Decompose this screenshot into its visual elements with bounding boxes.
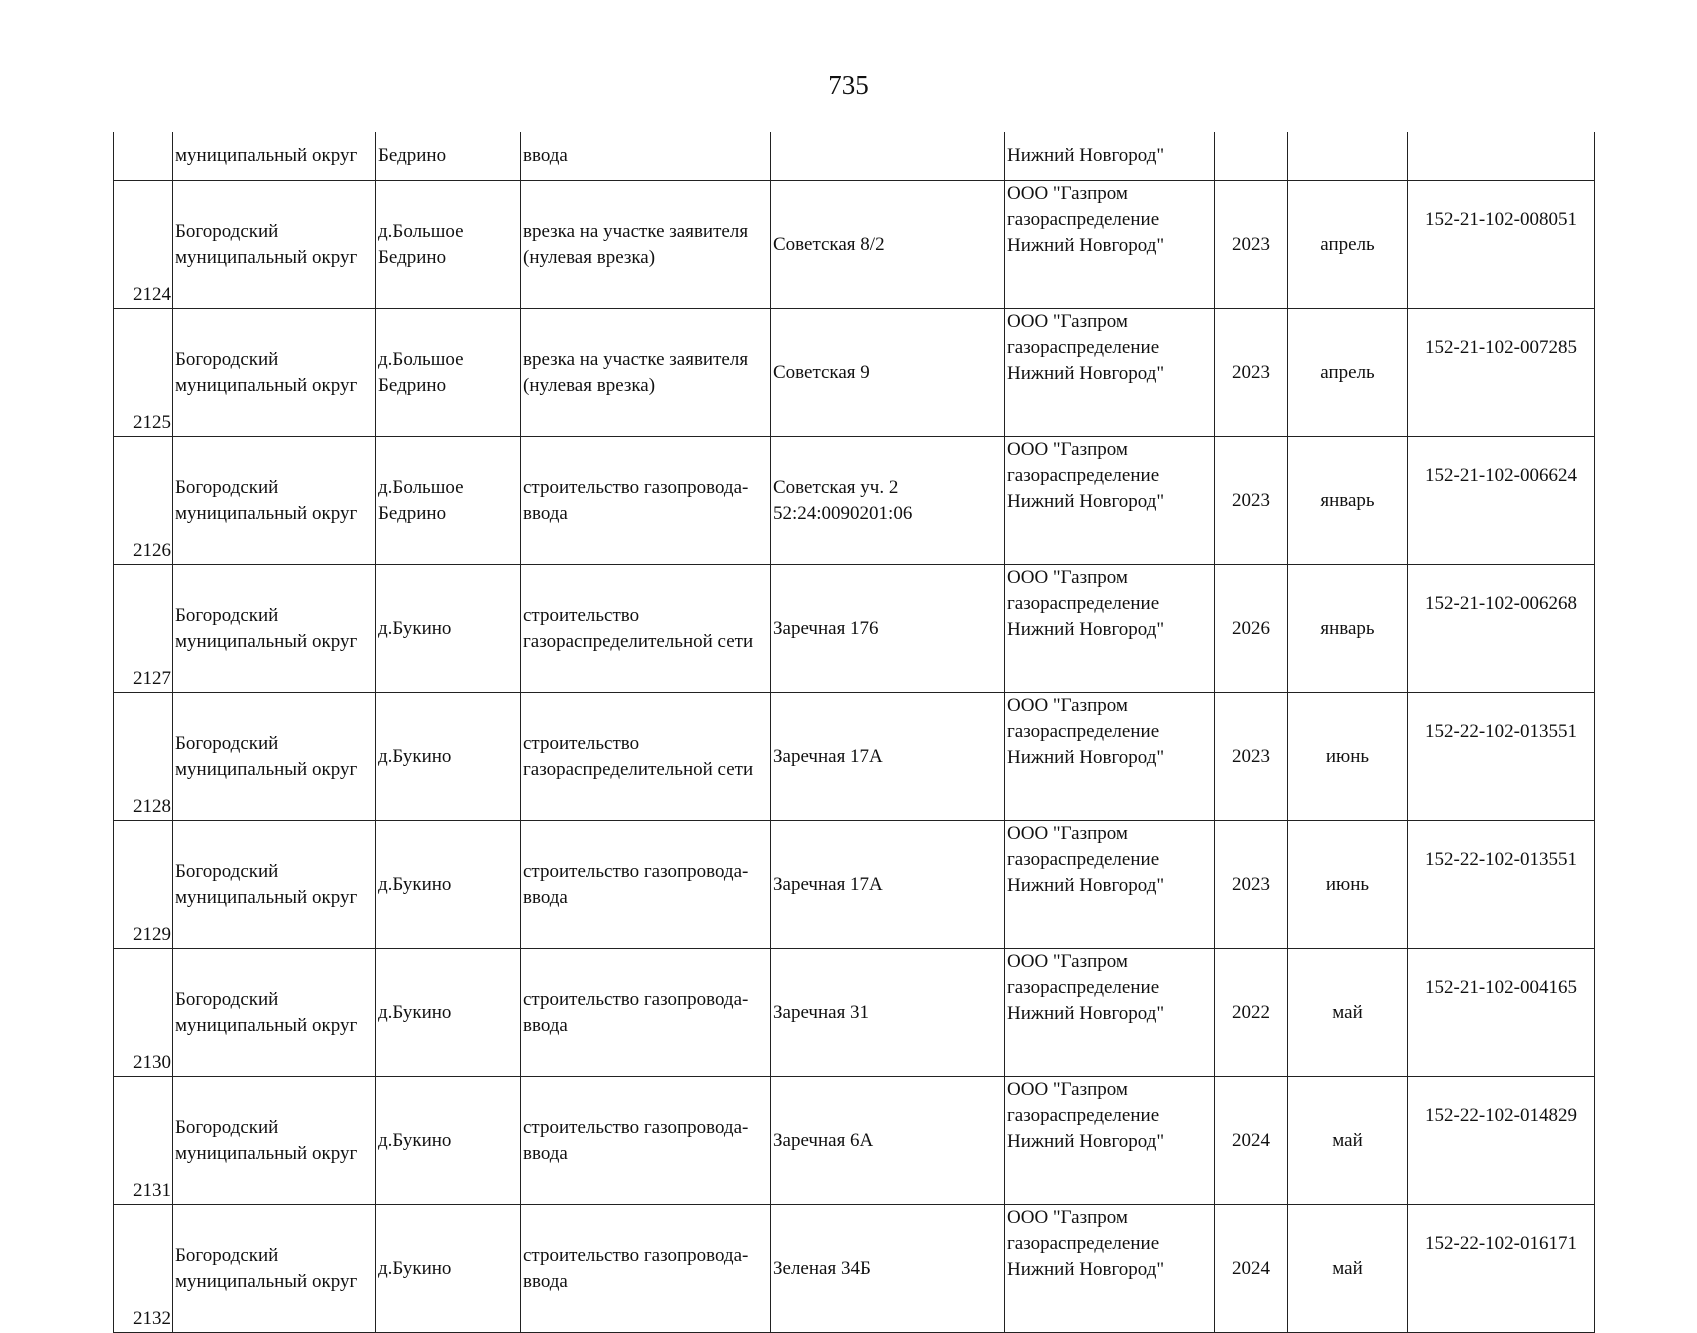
district-text: муниципальный округ [175,886,358,908]
organization-text: ООО "Газпром [1007,311,1128,332]
address-text: Заречная 6А [773,1129,874,1151]
work-type-text: газораспределительной сети [523,630,754,652]
table-row [114,309,1595,437]
table-row [114,1077,1595,1205]
work-type-cell [521,565,771,693]
organization-text: ООО "Газпром [1007,823,1128,844]
organization-text: Нижний Новгород" [1007,875,1165,896]
organization-text: газораспределение [1007,209,1160,230]
work-type-cell [521,693,771,821]
work-type-text: строительство газопровода- [523,476,749,498]
work-type-cell: ввода [521,132,771,181]
year-cell: 2023 [1215,181,1288,309]
district-cell [173,1077,376,1205]
organization-text: Нижний Новгород" [1007,1003,1165,1024]
organization-text: Нижний Новгород" [1007,491,1165,512]
code-cell: 152-21-102-006624 [1408,437,1595,565]
organization-text: газораспределение [1007,1233,1160,1254]
table-row [114,565,1595,693]
district-text: муниципальный округ [175,758,358,780]
locality-cell [376,565,521,693]
year-cell: 2024 [1215,1077,1288,1205]
year-cell: 2023 [1215,821,1288,949]
work-type-cell [521,821,771,949]
organization-text: ООО "Газпром [1007,1207,1128,1228]
district-text: Богородский [175,604,279,626]
locality-cell [376,181,521,309]
year-cell: 2022 [1215,949,1288,1077]
locality-text: Бедрино [378,246,447,268]
locality-cell [376,1077,521,1205]
organization-text: Нижний Новгород" [1007,1259,1165,1280]
district-cell [173,565,376,693]
address-cell [771,437,1005,565]
organization-cell [1005,949,1215,1077]
address-text: Советская 8/2 [773,233,885,255]
locality-text: д.Букино [378,1001,452,1023]
table-row [114,821,1595,949]
organization-text: газораспределение [1007,465,1160,486]
locality-text: д.Букино [378,617,452,639]
address-text: 52:24:0090201:06 [773,502,913,524]
work-type-text: строительство газопровода- [523,988,749,1010]
month-cell: июнь [1288,821,1408,949]
row-number-cell: 2129 [114,821,173,949]
locality-text: д.Букино [378,745,452,767]
organization-text: газораспределение [1007,593,1160,614]
address-cell [771,1205,1005,1333]
work-type-cell [521,1205,771,1333]
district-cell [173,309,376,437]
year-cell: 2023 [1215,693,1288,821]
district-text: Богородский [175,220,279,242]
organization-cell [1005,693,1215,821]
table-row [114,1205,1595,1333]
work-type-text: врезка на участке заявителя [523,348,749,370]
address-text: Советская 9 [773,361,870,383]
organization-text: Нижний Новгород" [1007,363,1165,384]
locality-text: д.Букино [378,1129,452,1151]
year-cell: 2024 [1215,1205,1288,1333]
district-text: Богородский [175,476,279,498]
locality-cell [376,437,521,565]
locality-cell: Бедрино [376,132,521,181]
organization-text: Нижний Новгород" [1007,1131,1165,1152]
address-text: Заречная 17А [773,745,883,767]
work-type-text: ввода [523,1270,568,1292]
district-text: Богородский [175,732,279,754]
organization-cell [1005,565,1215,693]
month-cell: май [1288,949,1408,1077]
address-cell [771,693,1005,821]
organization-text: ООО "Газпром [1007,695,1128,716]
code-cell: 152-22-102-014829 [1408,1077,1595,1205]
month-cell: май [1288,1205,1408,1333]
month-cell [1288,132,1408,181]
year-cell: 2026 [1215,565,1288,693]
table-row-continued [114,132,1595,181]
year-cell: 2023 [1215,309,1288,437]
work-type-text: строительство [523,732,640,754]
district-text: Богородский [175,1116,279,1138]
locality-cell [376,309,521,437]
district-cell [173,181,376,309]
code-cell: 152-21-102-007285 [1408,309,1595,437]
work-type-text: (нулевая врезка) [523,374,656,396]
organization-text: ООО "Газпром [1007,1079,1128,1100]
locality-text: д.Букино [378,1257,452,1279]
address-cell [771,1077,1005,1205]
locality-text: д.Букино [378,873,452,895]
organization-cell [1005,181,1215,309]
address-cell [771,565,1005,693]
district-text: Богородский [175,860,279,882]
organization-cell [1005,309,1215,437]
district-text: Богородский [175,988,279,1010]
organization-cell [1005,1205,1215,1333]
locality-text: Бедрино [378,374,447,396]
page-number: 735 [828,70,869,100]
locality-text: Бедрино [378,502,447,524]
district-text: муниципальный округ [175,1142,358,1164]
table-row [114,693,1595,821]
organization-cell [1005,1077,1215,1205]
row-number-cell: 2131 [114,1077,173,1205]
district-text: Богородский [175,1244,279,1266]
district-text: муниципальный округ [175,630,358,652]
organization-text: Нижний Новгород" [1007,235,1165,256]
organization-text: газораспределение [1007,849,1160,870]
district-text: муниципальный округ [175,374,358,396]
gas-connection-table [113,132,1595,1333]
district-text: Богородский [175,348,279,370]
district-cell [173,821,376,949]
locality-text: д.Большое [378,348,464,370]
district-text: муниципальный округ [175,246,358,268]
month-cell: январь [1288,437,1408,565]
address-cell [771,132,1005,181]
district-cell: муниципальный округ [173,132,376,181]
district-cell [173,949,376,1077]
address-cell [771,309,1005,437]
organization-text: газораспределение [1007,337,1160,358]
organization-cell [1005,437,1215,565]
month-cell: апрель [1288,309,1408,437]
organization-cell [1005,821,1215,949]
row-number-cell [114,132,173,181]
locality-cell [376,821,521,949]
work-type-cell [521,181,771,309]
address-cell [771,949,1005,1077]
work-type-text: газораспределительной сети [523,758,754,780]
organization-text: газораспределение [1007,721,1160,742]
work-type-text: ввода [523,1142,568,1164]
organization-cell: Нижний Новгород" [1005,132,1215,181]
organization-text: ООО "Газпром [1007,183,1128,204]
work-type-text: ввода [523,1014,568,1036]
row-number-cell: 2127 [114,565,173,693]
locality-cell [376,949,521,1077]
locality-cell [376,1205,521,1333]
work-type-text: строительство [523,604,640,626]
code-cell: 152-22-102-013551 [1408,821,1595,949]
work-type-text: строительство газопровода- [523,860,749,882]
work-type-cell [521,309,771,437]
table-row [114,949,1595,1077]
address-text: Заречная 31 [773,1001,870,1023]
table-row [114,437,1595,565]
row-number-cell: 2126 [114,437,173,565]
work-type-text: ввода [523,886,568,908]
organization-text: ООО "Газпром [1007,567,1128,588]
year-cell: 2023 [1215,437,1288,565]
month-cell: январь [1288,565,1408,693]
work-type-text: ввода [523,502,568,524]
district-text: муниципальный округ [175,502,358,524]
code-cell: 152-21-102-008051 [1408,181,1595,309]
table-row [114,181,1595,309]
work-type-text: (нулевая врезка) [523,246,656,268]
work-type-cell [521,437,771,565]
row-number-cell: 2132 [114,1205,173,1333]
organization-text: газораспределение [1007,977,1160,998]
district-text: муниципальный округ [175,1270,358,1292]
organization-text: ООО "Газпром [1007,951,1128,972]
organization-text: Нижний Новгород" [1007,619,1165,640]
code-cell [1408,132,1595,181]
district-cell [173,1205,376,1333]
year-cell [1215,132,1288,181]
row-number-cell: 2124 [114,181,173,309]
organization-text: газораспределение [1007,1105,1160,1126]
month-cell: май [1288,1077,1408,1205]
district-cell [173,437,376,565]
row-number-cell: 2130 [114,949,173,1077]
address-text: Зеленая 34Б [773,1257,871,1279]
work-type-text: строительство газопровода- [523,1116,749,1138]
code-cell: 152-22-102-016171 [1408,1205,1595,1333]
code-cell: 152-21-102-004165 [1408,949,1595,1077]
month-cell: июнь [1288,693,1408,821]
code-cell: 152-21-102-006268 [1408,565,1595,693]
address-text: Заречная 17А [773,873,883,895]
work-type-text: врезка на участке заявителя [523,220,749,242]
work-type-cell [521,949,771,1077]
code-cell: 152-22-102-013551 [1408,693,1595,821]
district-cell [173,693,376,821]
work-type-text: строительство газопровода- [523,1244,749,1266]
row-number-cell: 2128 [114,693,173,821]
locality-cell [376,693,521,821]
address-cell [771,821,1005,949]
address-text: Заречная 176 [773,617,879,639]
locality-text: д.Большое [378,220,464,242]
address-text: Советская уч. 2 [773,476,899,498]
address-cell [771,181,1005,309]
locality-text: д.Большое [378,476,464,498]
organization-text: ООО "Газпром [1007,439,1128,460]
work-type-cell [521,1077,771,1205]
row-number-cell: 2125 [114,309,173,437]
district-text: муниципальный округ [175,1014,358,1036]
month-cell: апрель [1288,181,1408,309]
organization-text: Нижний Новгород" [1007,747,1165,768]
